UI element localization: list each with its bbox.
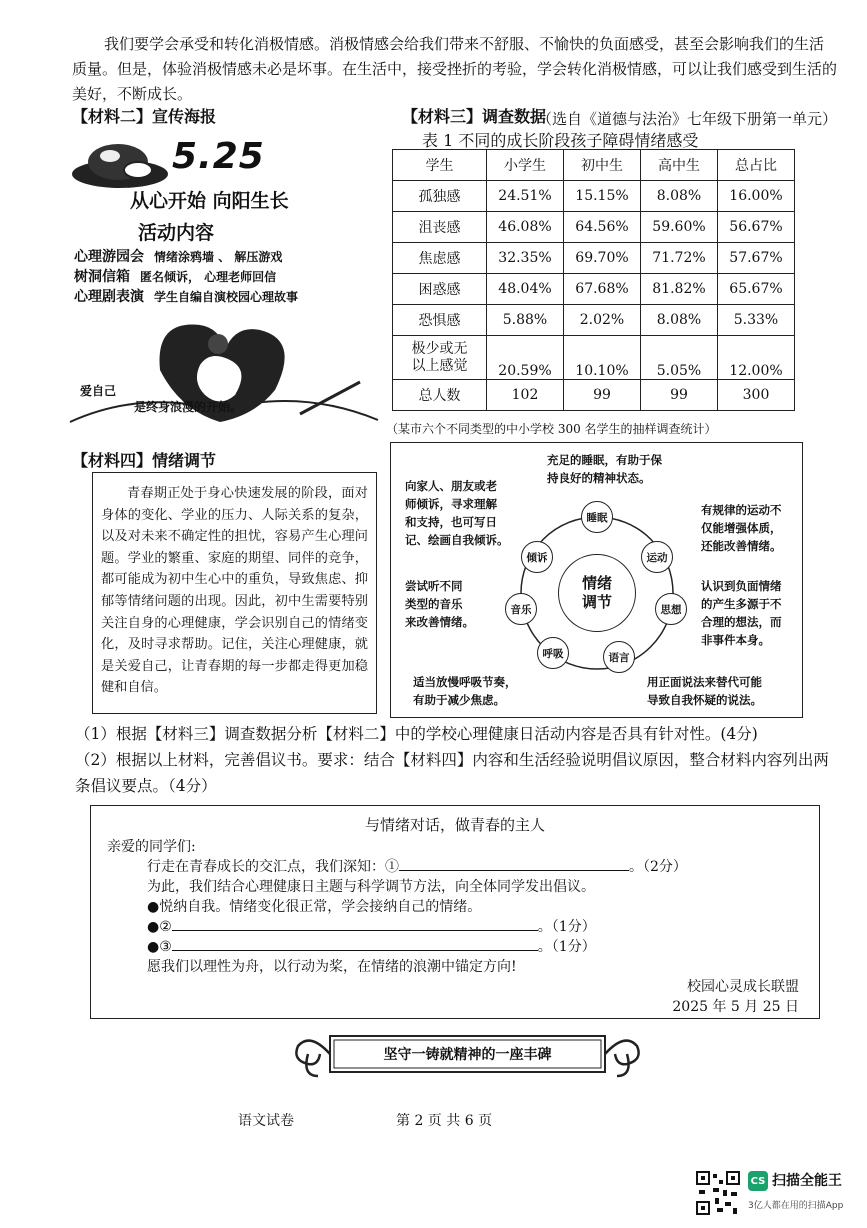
table-cell: 8.08% bbox=[641, 181, 718, 212]
table-header-cell: 高中生 bbox=[641, 150, 718, 181]
proposal-line-1 bbox=[147, 856, 687, 876]
table-header-cell: 初中生 bbox=[564, 150, 641, 181]
answer-blank-1[interactable] bbox=[399, 857, 629, 871]
table-cell: 300 bbox=[718, 380, 795, 411]
question-1: （1）根据【材料三】调查数据分析【材料二】中的学校心理健康日活动内容是否具有针对性。(4分) bbox=[75, 725, 758, 743]
note-line: 充足的睡眠，有助于保 bbox=[547, 453, 662, 467]
note-line: 有助于减少焦虑。 bbox=[413, 693, 505, 707]
table-cell: 65.67% bbox=[718, 274, 795, 305]
proposal-text: 。（1分） bbox=[537, 919, 596, 935]
proposal-greeting: 亲爱的同学们: bbox=[107, 839, 196, 855]
proposal-line-3: ●悦纳自我。情绪变化很正常，学会接纳自己的情绪。 bbox=[147, 899, 482, 915]
answer-blank-2[interactable] bbox=[172, 917, 538, 931]
node-thought: 思想 bbox=[655, 593, 687, 625]
poster-bottom-text: 爱自己 bbox=[80, 384, 117, 398]
note-line: 向家人、朋友或老 bbox=[405, 479, 497, 493]
note-line: 有规律的运动不 bbox=[701, 503, 782, 517]
material2-title: 【材料二】宣传海报 bbox=[72, 107, 217, 126]
table-cell: 16.00% bbox=[718, 181, 795, 212]
note-line: 记、绘画自我倾诉。 bbox=[405, 533, 509, 547]
proposal-date: 2025 年 5 月 25 日 bbox=[672, 999, 799, 1015]
qr-code-icon bbox=[695, 1170, 741, 1216]
emotion-regulation-diagram bbox=[390, 442, 803, 718]
table-cell: 困惑感 bbox=[393, 274, 487, 305]
proposal-signer: 校园心灵成长联盟 bbox=[687, 979, 799, 995]
scanner-app-tagline: 3亿人都在用的扫描App bbox=[748, 1201, 844, 1211]
table-cell: 99 bbox=[641, 380, 718, 411]
center-label: 调节 bbox=[581, 593, 612, 611]
table-header-cell: 小学生 bbox=[487, 150, 564, 181]
answer-blank-3[interactable] bbox=[172, 937, 538, 951]
note-sleep bbox=[547, 451, 662, 487]
note-line: 导致自我怀疑的说法。 bbox=[647, 693, 762, 707]
footer-page: 第 2 页 共 6 页 bbox=[396, 1113, 493, 1129]
proposal-line-2: 为此，我们结合心理健康日主题与科学调节方法，向全体同学发出倡议。 bbox=[147, 879, 595, 895]
table-cell: 59.60% bbox=[641, 212, 718, 243]
activity-desc: 情绪涂鸦墙 、 解压游戏 bbox=[154, 250, 283, 264]
promo-poster bbox=[60, 130, 385, 435]
note-line: 的产生多源于不 bbox=[701, 597, 782, 611]
table-row bbox=[393, 212, 795, 243]
table-caption: 表 1 不同的成长阶段孩子障碍情绪感受 bbox=[422, 131, 699, 150]
table-row bbox=[393, 380, 795, 411]
table-row bbox=[393, 243, 795, 274]
table-cell: 15.15% bbox=[564, 181, 641, 212]
proposal-line-5 bbox=[147, 936, 596, 956]
node-sleep: 睡眠 bbox=[581, 501, 613, 533]
note-talk bbox=[405, 477, 509, 549]
table-cell: 48.04% bbox=[487, 274, 564, 305]
note-line: 来改善情绪。 bbox=[405, 615, 474, 629]
survey-table bbox=[392, 149, 795, 411]
table-cell: 46.08% bbox=[487, 212, 564, 243]
note-sport bbox=[701, 501, 782, 555]
note-line: 类型的音乐 bbox=[405, 597, 463, 611]
material3-title: 【材料三】调查数据 bbox=[402, 107, 547, 126]
poster-date: 5.25 bbox=[172, 136, 265, 177]
scanner-app-name: 扫描全能王 bbox=[772, 1173, 842, 1189]
table-cell-label: 极少或无 bbox=[411, 340, 468, 357]
table-header-row bbox=[393, 150, 795, 181]
note-thought bbox=[701, 577, 782, 649]
note-line: 尝试听不同 bbox=[405, 579, 463, 593]
activity-name: 心理游园会 bbox=[74, 249, 144, 265]
activity-name: 心理剧表演 bbox=[74, 289, 144, 305]
table-header-cell: 学生 bbox=[393, 150, 487, 181]
poster-activity-row bbox=[74, 286, 298, 306]
table-cell: 32.35% bbox=[487, 243, 564, 274]
note-language bbox=[647, 673, 762, 709]
proposal-box bbox=[90, 805, 820, 1019]
poster-activity-title: 活动内容 bbox=[138, 222, 215, 244]
cs-logo-icon: CS bbox=[748, 1171, 768, 1191]
center-label: 情绪 bbox=[581, 574, 612, 592]
activity-desc: 学生自编自演校园心理故事 bbox=[154, 290, 299, 304]
table-header-cell: 总占比 bbox=[718, 150, 795, 181]
table-cell: 71.72% bbox=[641, 243, 718, 274]
note-music bbox=[405, 577, 474, 631]
note-line: 还能改善情绪。 bbox=[701, 539, 782, 553]
note-line: 合理的想法，而 bbox=[701, 615, 782, 629]
activity-name: 树洞信箱 bbox=[74, 269, 130, 285]
node-talk: 倾诉 bbox=[521, 541, 553, 573]
note-line: 非事件本身。 bbox=[701, 633, 770, 647]
table-cell: 57.67% bbox=[718, 243, 795, 274]
table-row bbox=[393, 274, 795, 305]
diagram-center bbox=[558, 554, 636, 632]
activity-desc: 匿名倾诉， 心理老师回信 bbox=[140, 270, 277, 284]
node-breath: 呼吸 bbox=[537, 637, 569, 669]
table-cell: 5.88% bbox=[487, 305, 564, 336]
table-cell: 24.51% bbox=[487, 181, 564, 212]
table-cell: 69.70% bbox=[564, 243, 641, 274]
proposal-line-4 bbox=[147, 916, 596, 936]
table-cell: 12.00% bbox=[718, 336, 795, 380]
decorative-banner bbox=[290, 1024, 645, 1084]
table-cell: 2.02% bbox=[564, 305, 641, 336]
table-cell: 20.59% bbox=[487, 336, 564, 380]
table-cell-label: 以上感觉 bbox=[411, 357, 468, 374]
intro-source: （选自《道德与法治》七年级下册第一单元） bbox=[536, 110, 837, 128]
poster-activity-row bbox=[74, 246, 282, 266]
question-2: （2）根据以上材料，完善倡议书。要求：结合【材料四】内容和生活经验说明倡议原因，整合材料内容列出两条倡议要点。（4分） bbox=[75, 751, 829, 795]
table-row bbox=[393, 336, 795, 380]
table-row bbox=[393, 305, 795, 336]
poster-activity-row bbox=[74, 266, 276, 286]
table-cell: 总人数 bbox=[393, 380, 487, 411]
proposal-text: 行走在青春成长的交汇点，我们深知：① bbox=[147, 859, 399, 875]
table-row bbox=[393, 181, 795, 212]
note-line: 用正面说法来替代可能 bbox=[647, 675, 762, 689]
material4-text: 青春期正处于身心快速发展的阶段，面对身体的变化、学业的压力、人际关系的复杂，以及对未来不确定性的担忧，容易产生心理问题。学业的繁重、家庭的期望、同伴的竞争，都可能成为初中生心中的重负，导致焦虑、抑郁等情绪问题的出现。因此，初中生需要特别关注自身的心理健康，学会识别自己的情绪变化，及时寻求帮助。记住，关注心理健康，就是关爱自己，让青春期的每一步都走得更加稳健和自信。 bbox=[92, 472, 377, 714]
node-music: 音乐 bbox=[505, 593, 537, 625]
material4-title: 【材料四】情绪调节 bbox=[72, 451, 217, 470]
proposal-line-6: 愿我们以理性为舟，以行动为桨，在情绪的浪潮中锚定方向! bbox=[147, 959, 517, 975]
table-cell: 沮丧感 bbox=[393, 212, 487, 243]
table-cell: 5.33% bbox=[718, 305, 795, 336]
footer-subject: 语文试卷 bbox=[238, 1113, 294, 1129]
node-language: 语言 bbox=[603, 641, 635, 673]
table-cell: 10.10% bbox=[564, 336, 641, 380]
poster-bottom-text: 是终身浪漫的开始。 bbox=[134, 400, 243, 414]
node-sport: 运动 bbox=[641, 541, 673, 573]
note-line: 仅能增强体质， bbox=[701, 521, 782, 535]
table-cell: 5.05% bbox=[641, 336, 718, 380]
proposal-text: ●② bbox=[147, 919, 172, 935]
proposal-title: 与情绪对话，做青春的主人 bbox=[364, 816, 545, 834]
banner-text: 坚守一铸就精神的一座丰碑 bbox=[383, 1047, 552, 1063]
table-cell: 81.82% bbox=[641, 274, 718, 305]
note-line: 认识到负面情绪 bbox=[701, 579, 782, 593]
proposal-text: 。（1分） bbox=[537, 939, 596, 955]
table-cell bbox=[393, 336, 487, 380]
table-cell: 99 bbox=[564, 380, 641, 411]
table-cell: 焦虑感 bbox=[393, 243, 487, 274]
note-line: 适当放慢呼吸节奏， bbox=[413, 675, 517, 689]
poster-slogan: 从心开始 向阳生长 bbox=[130, 190, 289, 212]
intro-text: 我们要学会承受和转化消极情感。消极情感会给我们带来不舒服、不愉快的负面感受，甚至会影响我们的生活质量。但是，体验消极情感未必是坏事。在生活中，接受挫折的考验，学会转化消极情感，可以让我们感受到生活的美好，不断成长。 bbox=[72, 35, 838, 103]
note-line: 师倾诉，寻求理解 bbox=[405, 497, 497, 511]
table-cell: 67.68% bbox=[564, 274, 641, 305]
table-cell: 64.56% bbox=[564, 212, 641, 243]
table-cell: 8.08% bbox=[641, 305, 718, 336]
table-note: （某市六个不同类型的中小学校 300 名学生的抽样调查统计） bbox=[386, 422, 717, 436]
note-line: 和支持，也可写日 bbox=[405, 515, 497, 529]
table-cell: 孤独感 bbox=[393, 181, 487, 212]
table-cell: 恐惧感 bbox=[393, 305, 487, 336]
note-breath bbox=[413, 673, 517, 709]
proposal-text: 。（2分） bbox=[629, 859, 687, 875]
proposal-text: ●③ bbox=[147, 939, 172, 955]
note-line: 持良好的精神状态。 bbox=[547, 471, 651, 485]
table-cell: 102 bbox=[487, 380, 564, 411]
table-cell: 56.67% bbox=[718, 212, 795, 243]
